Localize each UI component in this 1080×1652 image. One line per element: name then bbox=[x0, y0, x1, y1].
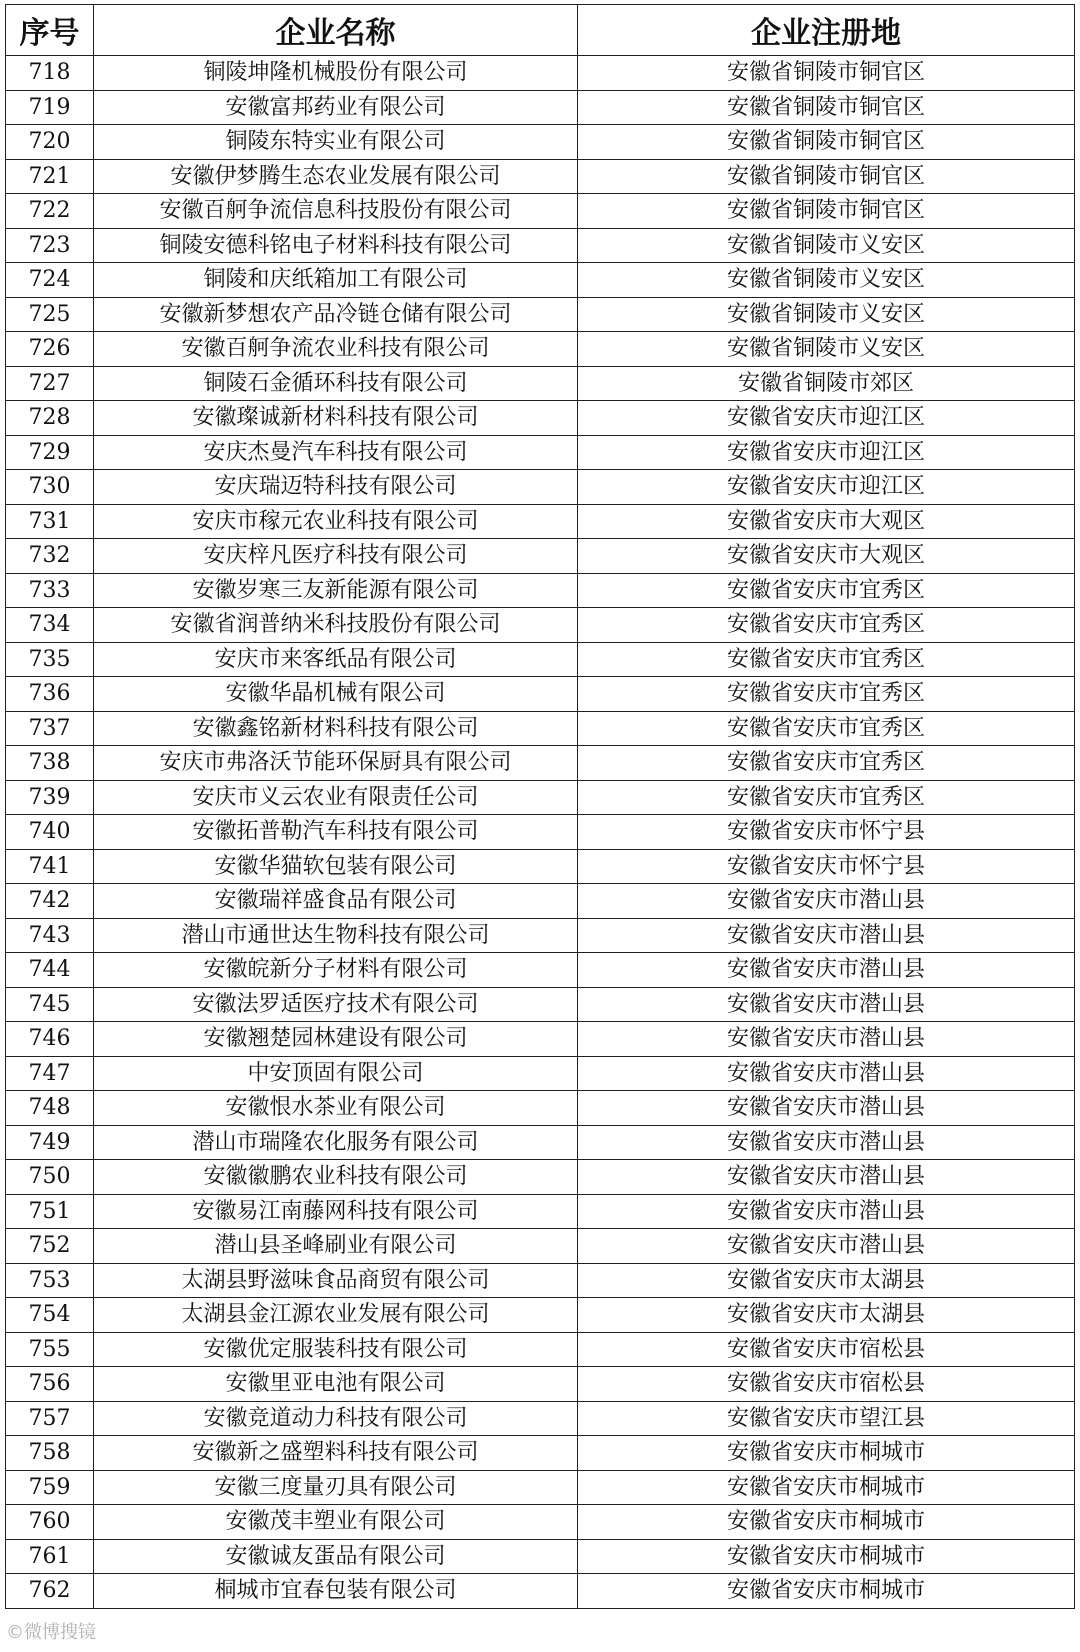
company-name-cell: 铜陵坤隆机械股份有限公司 bbox=[94, 56, 578, 91]
row-index-cell: 761 bbox=[6, 1539, 94, 1574]
table-row bbox=[6, 711, 1075, 746]
company-name-cell: 安徽拓普勒汽车科技有限公司 bbox=[94, 815, 578, 850]
company-name-cell: 铜陵和庆纸箱加工有限公司 bbox=[94, 263, 578, 298]
table-row bbox=[6, 401, 1075, 436]
table-row bbox=[6, 90, 1075, 125]
registered-location-cell: 安徽省铜陵市铜官区 bbox=[578, 125, 1075, 160]
registered-location-cell: 安徽省安庆市潜山县 bbox=[578, 953, 1075, 988]
row-index-cell: 735 bbox=[6, 642, 94, 677]
registered-location-cell: 安徽省安庆市桐城市 bbox=[578, 1505, 1075, 1540]
row-index-cell: 729 bbox=[6, 435, 94, 470]
row-index-cell: 752 bbox=[6, 1229, 94, 1264]
registered-location-cell: 安徽省安庆市怀宁县 bbox=[578, 815, 1075, 850]
table-row bbox=[6, 573, 1075, 608]
registered-location-cell: 安徽省安庆市桐城市 bbox=[578, 1574, 1075, 1609]
registered-location-cell: 安徽省安庆市怀宁县 bbox=[578, 849, 1075, 884]
table-row bbox=[6, 1056, 1075, 1091]
table-row bbox=[6, 1505, 1075, 1540]
table-row bbox=[6, 366, 1075, 401]
registered-location-cell: 安徽省安庆市大观区 bbox=[578, 504, 1075, 539]
row-index-cell: 759 bbox=[6, 1470, 94, 1505]
row-index-cell: 757 bbox=[6, 1401, 94, 1436]
registered-location-cell: 安徽省铜陵市铜官区 bbox=[578, 90, 1075, 125]
row-index-cell: 728 bbox=[6, 401, 94, 436]
row-index-cell: 751 bbox=[6, 1194, 94, 1229]
table-row bbox=[6, 1332, 1075, 1367]
registered-location-cell: 安徽省安庆市太湖县 bbox=[578, 1298, 1075, 1333]
company-name-cell: 安徽新之盛塑料科技有限公司 bbox=[94, 1436, 578, 1471]
table-row bbox=[6, 332, 1075, 367]
row-index-cell: 725 bbox=[6, 297, 94, 332]
table-row bbox=[6, 1401, 1075, 1436]
row-index-cell: 742 bbox=[6, 884, 94, 919]
company-name-cell: 安徽省润普纳米科技股份有限公司 bbox=[94, 608, 578, 643]
table-row bbox=[6, 884, 1075, 919]
table-row bbox=[6, 815, 1075, 850]
row-index-cell: 753 bbox=[6, 1263, 94, 1298]
row-index-cell: 740 bbox=[6, 815, 94, 850]
row-index-cell: 741 bbox=[6, 849, 94, 884]
company-name-cell: 安庆瑞迈特科技有限公司 bbox=[94, 470, 578, 505]
table-row bbox=[6, 1160, 1075, 1195]
registered-location-cell: 安徽省安庆市迎江区 bbox=[578, 435, 1075, 470]
company-name-cell: 安庆市稼元农业科技有限公司 bbox=[94, 504, 578, 539]
table-header bbox=[6, 5, 1075, 56]
row-index-cell: 736 bbox=[6, 677, 94, 712]
table-row bbox=[6, 1022, 1075, 1057]
company-name-cell: 安庆市来客纸品有限公司 bbox=[94, 642, 578, 677]
company-name-cell: 安徽百舸争流农业科技有限公司 bbox=[94, 332, 578, 367]
table-row bbox=[6, 228, 1075, 263]
registered-location-cell: 安徽省安庆市宜秀区 bbox=[578, 677, 1075, 712]
company-name-cell: 安徽法罗适医疗技术有限公司 bbox=[94, 987, 578, 1022]
registered-location-cell: 安徽省铜陵市义安区 bbox=[578, 263, 1075, 298]
company-name-cell: 太湖县野滋味食品商贸有限公司 bbox=[94, 1263, 578, 1298]
row-index-cell: 750 bbox=[6, 1160, 94, 1195]
row-index-cell: 719 bbox=[6, 90, 94, 125]
registered-location-cell: 安徽省安庆市太湖县 bbox=[578, 1263, 1075, 1298]
company-name-cell: 安徽岁寒三友新能源有限公司 bbox=[94, 573, 578, 608]
table-row bbox=[6, 1539, 1075, 1574]
table-row bbox=[6, 159, 1075, 194]
row-index-cell: 720 bbox=[6, 125, 94, 160]
company-name-cell: 潜山市通世达生物科技有限公司 bbox=[94, 918, 578, 953]
registered-location-cell: 安徽省安庆市桐城市 bbox=[578, 1539, 1075, 1574]
header-company-name: 企业名称 bbox=[94, 5, 578, 56]
company-table bbox=[5, 4, 1075, 1609]
row-index-cell: 737 bbox=[6, 711, 94, 746]
table-row bbox=[6, 608, 1075, 643]
row-index-cell: 727 bbox=[6, 366, 94, 401]
table-row bbox=[6, 504, 1075, 539]
company-name-cell: 安徽优定服装科技有限公司 bbox=[94, 1332, 578, 1367]
row-index-cell: 722 bbox=[6, 194, 94, 229]
company-name-cell: 安庆市义云农业有限责任公司 bbox=[94, 780, 578, 815]
row-index-cell: 739 bbox=[6, 780, 94, 815]
company-name-cell: 安庆市弗洛沃节能环保厨具有限公司 bbox=[94, 746, 578, 781]
registered-location-cell: 安徽省铜陵市义安区 bbox=[578, 332, 1075, 367]
company-name-cell: 安徽三度量刃具有限公司 bbox=[94, 1470, 578, 1505]
header-registered-location: 企业注册地 bbox=[578, 5, 1075, 56]
table-row bbox=[6, 263, 1075, 298]
row-index-cell: 721 bbox=[6, 159, 94, 194]
row-index-cell: 733 bbox=[6, 573, 94, 608]
company-name-cell: 安徽新梦想农产品冷链仓储有限公司 bbox=[94, 297, 578, 332]
company-name-cell: 安徽易江南藤网科技有限公司 bbox=[94, 1194, 578, 1229]
company-name-cell: 安徽竞道动力科技有限公司 bbox=[94, 1401, 578, 1436]
table-body bbox=[6, 56, 1075, 1609]
registered-location-cell: 安徽省安庆市大观区 bbox=[578, 539, 1075, 574]
company-name-cell: 安徽鑫铭新材料科技有限公司 bbox=[94, 711, 578, 746]
table-row bbox=[6, 1229, 1075, 1264]
row-index-cell: 743 bbox=[6, 918, 94, 953]
registered-location-cell: 安徽省铜陵市铜官区 bbox=[578, 159, 1075, 194]
table-row bbox=[6, 539, 1075, 574]
table-row bbox=[6, 677, 1075, 712]
row-index-cell: 746 bbox=[6, 1022, 94, 1057]
table-row bbox=[6, 1125, 1075, 1160]
company-name-cell: 安徽恨水茶业有限公司 bbox=[94, 1091, 578, 1126]
registered-location-cell: 安徽省安庆市迎江区 bbox=[578, 401, 1075, 436]
company-name-cell: 安徽里亚电池有限公司 bbox=[94, 1367, 578, 1402]
table-row bbox=[6, 918, 1075, 953]
table-row bbox=[6, 746, 1075, 781]
registered-location-cell: 安徽省安庆市潜山县 bbox=[578, 987, 1075, 1022]
registered-location-cell: 安徽省安庆市宜秀区 bbox=[578, 573, 1075, 608]
registered-location-cell: 安徽省安庆市潜山县 bbox=[578, 1056, 1075, 1091]
company-name-cell: 安徽皖新分子材料有限公司 bbox=[94, 953, 578, 988]
row-index-cell: 724 bbox=[6, 263, 94, 298]
registered-location-cell: 安徽省安庆市望江县 bbox=[578, 1401, 1075, 1436]
registered-location-cell: 安徽省安庆市宜秀区 bbox=[578, 780, 1075, 815]
watermark-text: ©微博搜镜 bbox=[6, 1622, 96, 1643]
company-name-cell: 安庆梓凡医疗科技有限公司 bbox=[94, 539, 578, 574]
table-row bbox=[6, 194, 1075, 229]
table-row bbox=[6, 470, 1075, 505]
company-name-cell: 潜山县圣峰刷业有限公司 bbox=[94, 1229, 578, 1264]
row-index-cell: 745 bbox=[6, 987, 94, 1022]
company-name-cell: 安徽璨诚新材料科技有限公司 bbox=[94, 401, 578, 436]
table-row bbox=[6, 987, 1075, 1022]
company-name-cell: 安徽诚友蛋品有限公司 bbox=[94, 1539, 578, 1574]
registered-location-cell: 安徽省铜陵市铜官区 bbox=[578, 194, 1075, 229]
registered-location-cell: 安徽省安庆市宜秀区 bbox=[578, 608, 1075, 643]
row-index-cell: 718 bbox=[6, 56, 94, 91]
company-name-cell: 铜陵东特实业有限公司 bbox=[94, 125, 578, 160]
row-index-cell: 762 bbox=[6, 1574, 94, 1609]
table-row bbox=[6, 1436, 1075, 1471]
registered-location-cell: 安徽省安庆市桐城市 bbox=[578, 1436, 1075, 1471]
table-row bbox=[6, 1194, 1075, 1229]
registered-location-cell: 安徽省安庆市潜山县 bbox=[578, 884, 1075, 919]
table-row bbox=[6, 56, 1075, 91]
row-index-cell: 760 bbox=[6, 1505, 94, 1540]
company-name-cell: 安徽伊梦腾生态农业发展有限公司 bbox=[94, 159, 578, 194]
table-row bbox=[6, 1298, 1075, 1333]
company-name-cell: 桐城市宜春包装有限公司 bbox=[94, 1574, 578, 1609]
row-index-cell: 744 bbox=[6, 953, 94, 988]
table-row bbox=[6, 849, 1075, 884]
table-row bbox=[6, 780, 1075, 815]
company-name-cell: 安徽茂丰塑业有限公司 bbox=[94, 1505, 578, 1540]
row-index-cell: 731 bbox=[6, 504, 94, 539]
table-row bbox=[6, 297, 1075, 332]
row-index-cell: 754 bbox=[6, 1298, 94, 1333]
company-name-cell: 安徽华晶机械有限公司 bbox=[94, 677, 578, 712]
table-row bbox=[6, 125, 1075, 160]
registered-location-cell: 安徽省安庆市桐城市 bbox=[578, 1470, 1075, 1505]
company-name-cell: 安徽华猫软包装有限公司 bbox=[94, 849, 578, 884]
table-row bbox=[6, 1263, 1075, 1298]
registered-location-cell: 安徽省安庆市宿松县 bbox=[578, 1367, 1075, 1402]
registered-location-cell: 安徽省安庆市潜山县 bbox=[578, 1091, 1075, 1126]
header-row bbox=[6, 5, 1075, 56]
row-index-cell: 755 bbox=[6, 1332, 94, 1367]
row-index-cell: 738 bbox=[6, 746, 94, 781]
table-row bbox=[6, 953, 1075, 988]
company-name-cell: 太湖县金江源农业发展有限公司 bbox=[94, 1298, 578, 1333]
company-name-cell: 安庆杰曼汽车科技有限公司 bbox=[94, 435, 578, 470]
company-name-cell: 潜山市瑞隆农化服务有限公司 bbox=[94, 1125, 578, 1160]
row-index-cell: 748 bbox=[6, 1091, 94, 1126]
registered-location-cell: 安徽省铜陵市郊区 bbox=[578, 366, 1075, 401]
row-index-cell: 749 bbox=[6, 1125, 94, 1160]
row-index-cell: 756 bbox=[6, 1367, 94, 1402]
registered-location-cell: 安徽省安庆市潜山县 bbox=[578, 1022, 1075, 1057]
table-row bbox=[6, 1091, 1075, 1126]
company-name-cell: 安徽翘楚园林建设有限公司 bbox=[94, 1022, 578, 1057]
registered-location-cell: 安徽省铜陵市义安区 bbox=[578, 228, 1075, 263]
table-row bbox=[6, 642, 1075, 677]
registered-location-cell: 安徽省安庆市潜山县 bbox=[578, 1194, 1075, 1229]
row-index-cell: 747 bbox=[6, 1056, 94, 1091]
registered-location-cell: 安徽省安庆市潜山县 bbox=[578, 1160, 1075, 1195]
registered-location-cell: 安徽省安庆市宜秀区 bbox=[578, 746, 1075, 781]
registered-location-cell: 安徽省铜陵市义安区 bbox=[578, 297, 1075, 332]
header-index: 序号 bbox=[6, 5, 94, 56]
row-index-cell: 730 bbox=[6, 470, 94, 505]
company-name-cell: 安徽百舸争流信息科技股份有限公司 bbox=[94, 194, 578, 229]
registered-location-cell: 安徽省安庆市迎江区 bbox=[578, 470, 1075, 505]
row-index-cell: 723 bbox=[6, 228, 94, 263]
registered-location-cell: 安徽省安庆市宜秀区 bbox=[578, 642, 1075, 677]
company-name-cell: 铜陵安德科铭电子材料科技有限公司 bbox=[94, 228, 578, 263]
registered-location-cell: 安徽省安庆市宿松县 bbox=[578, 1332, 1075, 1367]
company-name-cell: 安徽富邦药业有限公司 bbox=[94, 90, 578, 125]
registered-location-cell: 安徽省安庆市潜山县 bbox=[578, 1125, 1075, 1160]
company-name-cell: 铜陵石金循环科技有限公司 bbox=[94, 366, 578, 401]
company-name-cell: 安徽瑞祥盛食品有限公司 bbox=[94, 884, 578, 919]
registered-location-cell: 安徽省安庆市宜秀区 bbox=[578, 711, 1075, 746]
row-index-cell: 734 bbox=[6, 608, 94, 643]
registered-location-cell: 安徽省铜陵市铜官区 bbox=[578, 56, 1075, 91]
table-row bbox=[6, 1470, 1075, 1505]
table-row bbox=[6, 1367, 1075, 1402]
table-row bbox=[6, 435, 1075, 470]
company-name-cell: 安徽徽鹏农业科技有限公司 bbox=[94, 1160, 578, 1195]
row-index-cell: 732 bbox=[6, 539, 94, 574]
registered-location-cell: 安徽省安庆市潜山县 bbox=[578, 1229, 1075, 1264]
table-row bbox=[6, 1574, 1075, 1609]
registered-location-cell: 安徽省安庆市潜山县 bbox=[578, 918, 1075, 953]
row-index-cell: 726 bbox=[6, 332, 94, 367]
row-index-cell: 758 bbox=[6, 1436, 94, 1471]
company-name-cell: 中安顶固有限公司 bbox=[94, 1056, 578, 1091]
